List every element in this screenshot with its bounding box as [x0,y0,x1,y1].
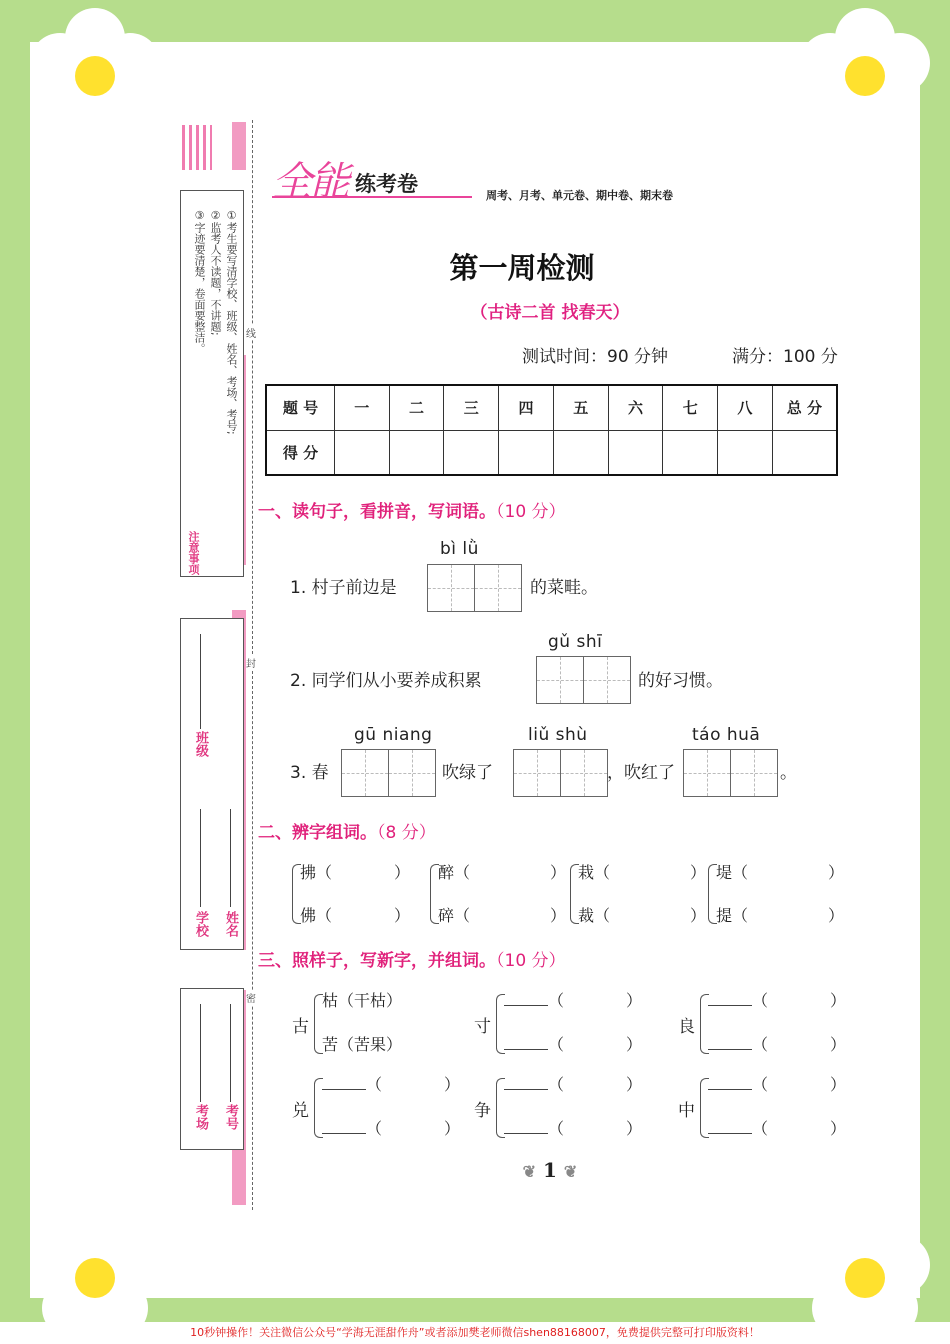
score-header-cell: 七 [663,385,718,430]
pinyin: liǔ shù [528,725,588,745]
score-cell[interactable] [553,430,608,475]
pair-item[interactable]: 醉（ ） [438,863,567,882]
q2-prefix: 2. 同学们从小要养成积累 [290,671,482,691]
cut-label: 密 [246,990,256,1005]
q3-mid2: ，吹红了 [607,763,675,783]
name-line [230,809,231,907]
footer-notice: 10秒钟操作！关注微信公众号“学海无涯甜作舟”或者添加樊老师微信shen88168007，免费提供完整可打印版资料！ [0,1322,950,1344]
school-label: 学校 [193,911,208,937]
answer-slot[interactable]: （ ） [504,988,642,1011]
pair-item[interactable]: 拂（ ） [300,863,411,882]
score-cell[interactable] [499,430,554,475]
score-label-cell: 得 分 [266,430,334,475]
flower-icon [30,8,160,138]
score-table-score-row [266,430,837,475]
pair-item[interactable]: 栽（ ） [578,863,707,882]
answer-slot[interactable]: （ ） [708,1032,846,1055]
score-header-cell: 四 [499,385,554,430]
q3-mid1: 吹绿了 [442,763,493,783]
pinyin: táo huā [692,725,761,745]
score-cell[interactable] [444,430,499,475]
q3-suffix: 。 [780,763,797,783]
pink-bar [232,122,246,170]
pinyin: gū niang [354,725,433,745]
pair-item[interactable]: 提（ ） [716,906,845,925]
full-score: 满分：100 分 [732,347,838,367]
section3-points: （10 分） [496,951,566,971]
section1-title: 一、读句子，看拼音，写词语。（10 分） [258,502,566,522]
class-label: 班级 [193,731,208,757]
char-grid[interactable] [341,749,436,797]
char-grid[interactable] [427,564,522,612]
brand-logo: 全能 [272,159,348,205]
school-line [200,809,201,907]
notice-item-3: ③字迹要清楚，卷面要整洁。 [193,209,206,354]
answer-slot[interactable]: （ ） [504,1116,642,1139]
brand-subtitle: 练考卷 [355,172,418,196]
leaf-icon: ❦ [522,1162,537,1181]
flower-icon [800,8,930,138]
leaf-icon: ❦ [563,1162,578,1181]
pair-item[interactable]: 裁（ ） [578,906,707,925]
char-grid[interactable] [536,656,631,704]
answer-slot[interactable]: （ ） [708,1116,846,1139]
pair-item[interactable]: 碎（ ） [438,906,567,925]
notice-item-2: ②监考人不读题，不讲题; [209,209,222,336]
class-line [200,634,201,729]
pair-item[interactable]: 佛（ ） [300,906,411,925]
answer-slot[interactable]: （ ） [504,1032,642,1055]
room-label: 考场 [193,1104,208,1130]
score-table [265,384,838,476]
page-title: 第一周检测 [449,251,595,285]
section2-points: （8 分） [377,823,436,843]
pinyin: bì lǜ [440,539,479,559]
exam-info-box [180,988,244,1150]
score-header-cell: 五 [553,385,608,430]
root-char: 古 [292,1017,309,1037]
section3-title: 三、照样子，写新字，并组词。（10 分） [258,951,566,971]
score-cell[interactable] [334,430,389,475]
section2-title: 二、辨字组词。（8 分） [258,823,436,843]
student-info-box [180,618,244,950]
score-cell[interactable] [772,430,837,475]
notice-item-1: ①考生要写清学校、班级、姓名、考场、考号; [225,209,238,435]
room-line [200,1004,201,1102]
flower-icon [800,1210,930,1340]
number-line [230,1004,231,1102]
score-cell[interactable] [663,430,718,475]
root-char: 兑 [292,1101,309,1121]
page-number [0,1158,950,1182]
char-grid[interactable] [683,749,778,797]
answer-slot[interactable]: （ ） [504,1072,642,1095]
answer-slot[interactable]: （ ） [708,1072,846,1095]
score-table-header-row [266,385,837,430]
page-number-value: 1 [543,1158,557,1182]
page-subtitle: （古诗二首 找春天） [470,303,630,323]
notice-label: 注意事项 [187,531,200,575]
root-char: 寸 [474,1017,491,1037]
test-time: 测试时间：90 分钟 [522,347,669,367]
answer-slot[interactable]: （ ） [322,1072,460,1095]
cut-label: 封 [246,655,256,670]
root-char: 良 [678,1017,695,1037]
flower-icon [30,1210,160,1340]
score-header-cell: 二 [389,385,444,430]
pinyin: gǔ shī [548,632,603,652]
score-header-cell: 八 [718,385,773,430]
cut-label: 线 [246,325,256,340]
example-word: 枯（干枯） [322,991,403,1010]
score-cell[interactable] [608,430,663,475]
score-header-cell: 三 [444,385,499,430]
score-cell[interactable] [718,430,773,475]
score-header-cell: 一 [334,385,389,430]
q2-suffix: 的好习惯。 [638,671,723,691]
example-word: 苦（苦果） [322,1035,403,1054]
section1-points: （10 分） [496,502,566,522]
score-header-cell: 题 号 [266,385,334,430]
brand-underline [272,196,472,198]
number-label: 考号 [223,1104,238,1130]
q1-suffix: 的菜畦。 [530,578,598,598]
root-char: 中 [678,1101,695,1121]
q1-prefix: 1. 村子前边是 [290,578,397,598]
answer-slot[interactable]: （ ） [322,1116,460,1139]
pair-item[interactable]: 堤（ ） [716,863,845,882]
score-header-cell: 六 [608,385,663,430]
score-cell[interactable] [389,430,444,475]
char-grid[interactable] [513,749,608,797]
root-char: 争 [474,1101,491,1121]
decor-stripe [182,125,212,170]
q3-prefix: 3. 春 [290,763,329,783]
answer-slot[interactable]: （ ） [708,988,846,1011]
name-label: 姓名 [223,911,238,937]
score-header-cell: 总 分 [772,385,837,430]
brand-types: 周考、月考、单元卷、期中卷、期末卷 [486,189,673,202]
